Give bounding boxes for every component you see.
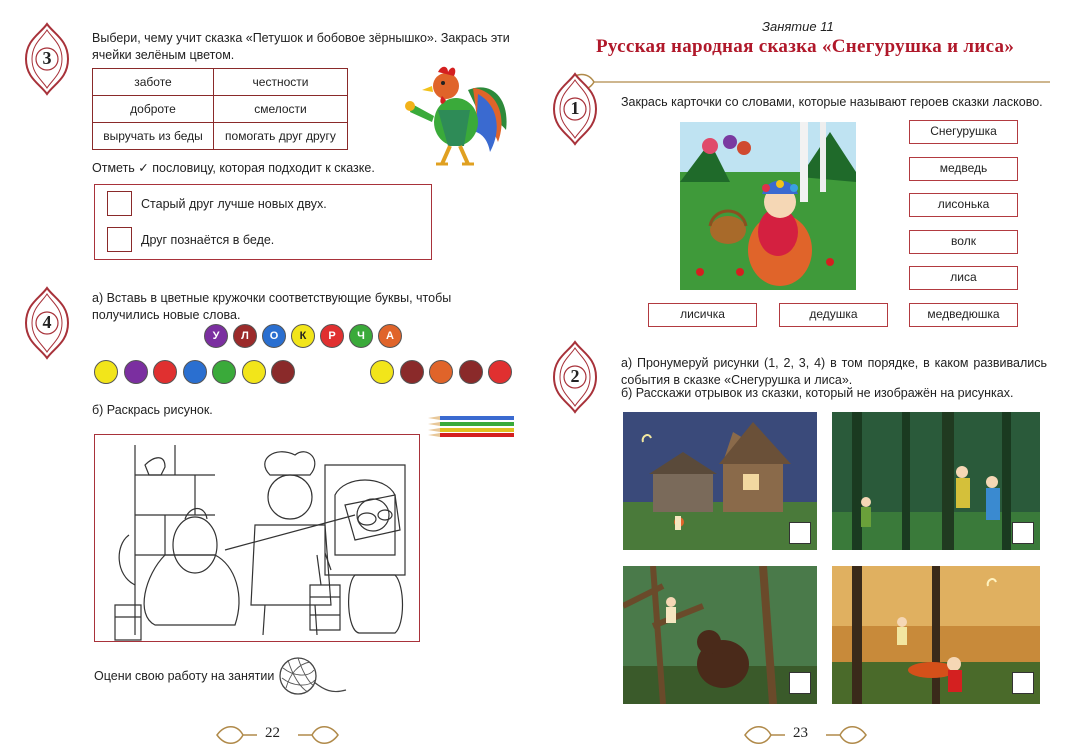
- page-number-left: 22: [265, 725, 280, 741]
- empty-letter-circle[interactable]: [400, 360, 424, 384]
- proverbs-box: [94, 184, 432, 260]
- task-1-badge: [552, 72, 598, 146]
- word-card[interactable]: Снегурушка: [909, 120, 1018, 144]
- word-card[interactable]: медведь: [909, 157, 1018, 181]
- task-3-badge: [24, 22, 70, 96]
- story-picture-2: [832, 412, 1040, 550]
- story-picture-3: [623, 566, 817, 704]
- order-number-box[interactable]: [789, 672, 811, 694]
- proverb-checkbox[interactable]: [107, 191, 132, 216]
- pencils-illustration: [426, 414, 516, 438]
- pencils-icon: [426, 414, 516, 438]
- table-cell[interactable]: доброте: [93, 96, 214, 123]
- forest-girl-image: [680, 122, 856, 290]
- title-ornament-icon: [566, 70, 1052, 94]
- task-4b-instruction: б) Раскрась рисунок.: [92, 403, 213, 417]
- coloring-outline-image: [95, 435, 420, 642]
- empty-letter-circle[interactable]: [94, 360, 118, 384]
- task-4a-instruction: а) Вставь в цветные кружочки соответствующие буквы, чтобы получились новые слова.: [92, 291, 452, 322]
- bear-forest-image: [623, 566, 817, 704]
- empty-letter-circle[interactable]: [183, 360, 207, 384]
- letter-circle: Р: [320, 324, 344, 348]
- village-house-image: [623, 412, 817, 550]
- task-1-instruction: Закрась карточки со словами, которые называют героев сказки ласково.: [621, 95, 1043, 109]
- empty-letter-circle[interactable]: [429, 360, 453, 384]
- task-number: 2: [570, 366, 580, 386]
- proverb-text: Старый друг лучше новых двух.: [141, 197, 327, 211]
- page-number-right: 23: [793, 725, 808, 741]
- word-card[interactable]: волк: [909, 230, 1018, 254]
- task-3-instruction: Выбери, чему учит сказка «Петушок и бобовое зёрнышко». Закрась эти ячейки зелёным цветом.: [92, 31, 510, 62]
- empty-letter-circle[interactable]: [271, 360, 295, 384]
- empty-letter-circle[interactable]: [153, 360, 177, 384]
- forest-girls-image: [832, 412, 1040, 550]
- empty-letter-circle[interactable]: [124, 360, 148, 384]
- task-number: 1: [570, 98, 580, 118]
- task-4-badge: [24, 286, 70, 360]
- proverb-text: Друг познаётся в беде.: [141, 233, 275, 247]
- order-number-box[interactable]: [789, 522, 811, 544]
- fox-sunset-image: [832, 566, 1040, 704]
- task-number: 3: [42, 48, 52, 68]
- empty-letter-circle[interactable]: [459, 360, 483, 384]
- rooster-illustration: [398, 60, 513, 170]
- table-cell[interactable]: выручать из беды: [93, 123, 214, 150]
- task-number: 4: [42, 312, 52, 332]
- table-cell[interactable]: смелости: [213, 96, 347, 123]
- order-number-box[interactable]: [1012, 522, 1034, 544]
- word-card[interactable]: лисонька: [909, 193, 1018, 217]
- table-cell[interactable]: заботе: [93, 69, 214, 96]
- empty-letter-circle[interactable]: [242, 360, 266, 384]
- page-title: Русская народная сказка «Снегурушка и лиса»: [596, 36, 1015, 57]
- story-picture-1: [623, 412, 817, 550]
- empty-letter-circle[interactable]: [370, 360, 394, 384]
- letter-circle: Ч: [349, 324, 373, 348]
- empty-letter-circle[interactable]: [488, 360, 512, 384]
- lesson-label: Занятие 11: [762, 19, 834, 34]
- table-cell[interactable]: помогать друг другу: [213, 123, 347, 150]
- empty-letter-circle[interactable]: [212, 360, 236, 384]
- word-card[interactable]: дедушка: [779, 303, 888, 327]
- task-2b-instruction: б) Расскажи отрывок из сказки, который не изображён на рисунках.: [621, 386, 1014, 400]
- word-card[interactable]: лисичка: [648, 303, 757, 327]
- snegurushka-illustration: [680, 122, 856, 290]
- order-number-box[interactable]: [1012, 672, 1034, 694]
- letter-circle: А: [378, 324, 402, 348]
- proverb-checkbox[interactable]: [107, 227, 132, 252]
- table-cell[interactable]: честности: [213, 69, 347, 96]
- story-picture-4: [832, 566, 1040, 704]
- title-ornament: [566, 70, 1052, 94]
- values-table: [92, 68, 348, 150]
- task-2a-instruction: а) Пронумеруй рисунки (1, 2, 3, 4) в том порядке, в каком развивались события в сказке «Снегурушка и лиса».: [621, 356, 1047, 387]
- task-2-badge: [552, 340, 598, 414]
- yarn-ball[interactable]: [278, 654, 348, 698]
- word-card[interactable]: лиса: [909, 266, 1018, 290]
- proverb-instruction: Отметь ✓ пословицу, которая подходит к сказке.: [92, 161, 375, 175]
- rooster-icon: [398, 60, 513, 170]
- letter-circle: К: [291, 324, 315, 348]
- coloring-picture[interactable]: [94, 434, 420, 642]
- letter-circle: У: [204, 324, 228, 348]
- letter-circle: Л: [233, 324, 257, 348]
- self-evaluation-label: Оцени свою работу на занятии: [94, 669, 275, 683]
- word-card[interactable]: медведюшка: [909, 303, 1018, 327]
- yarn-ball-icon: [278, 654, 348, 698]
- letter-circle: О: [262, 324, 286, 348]
